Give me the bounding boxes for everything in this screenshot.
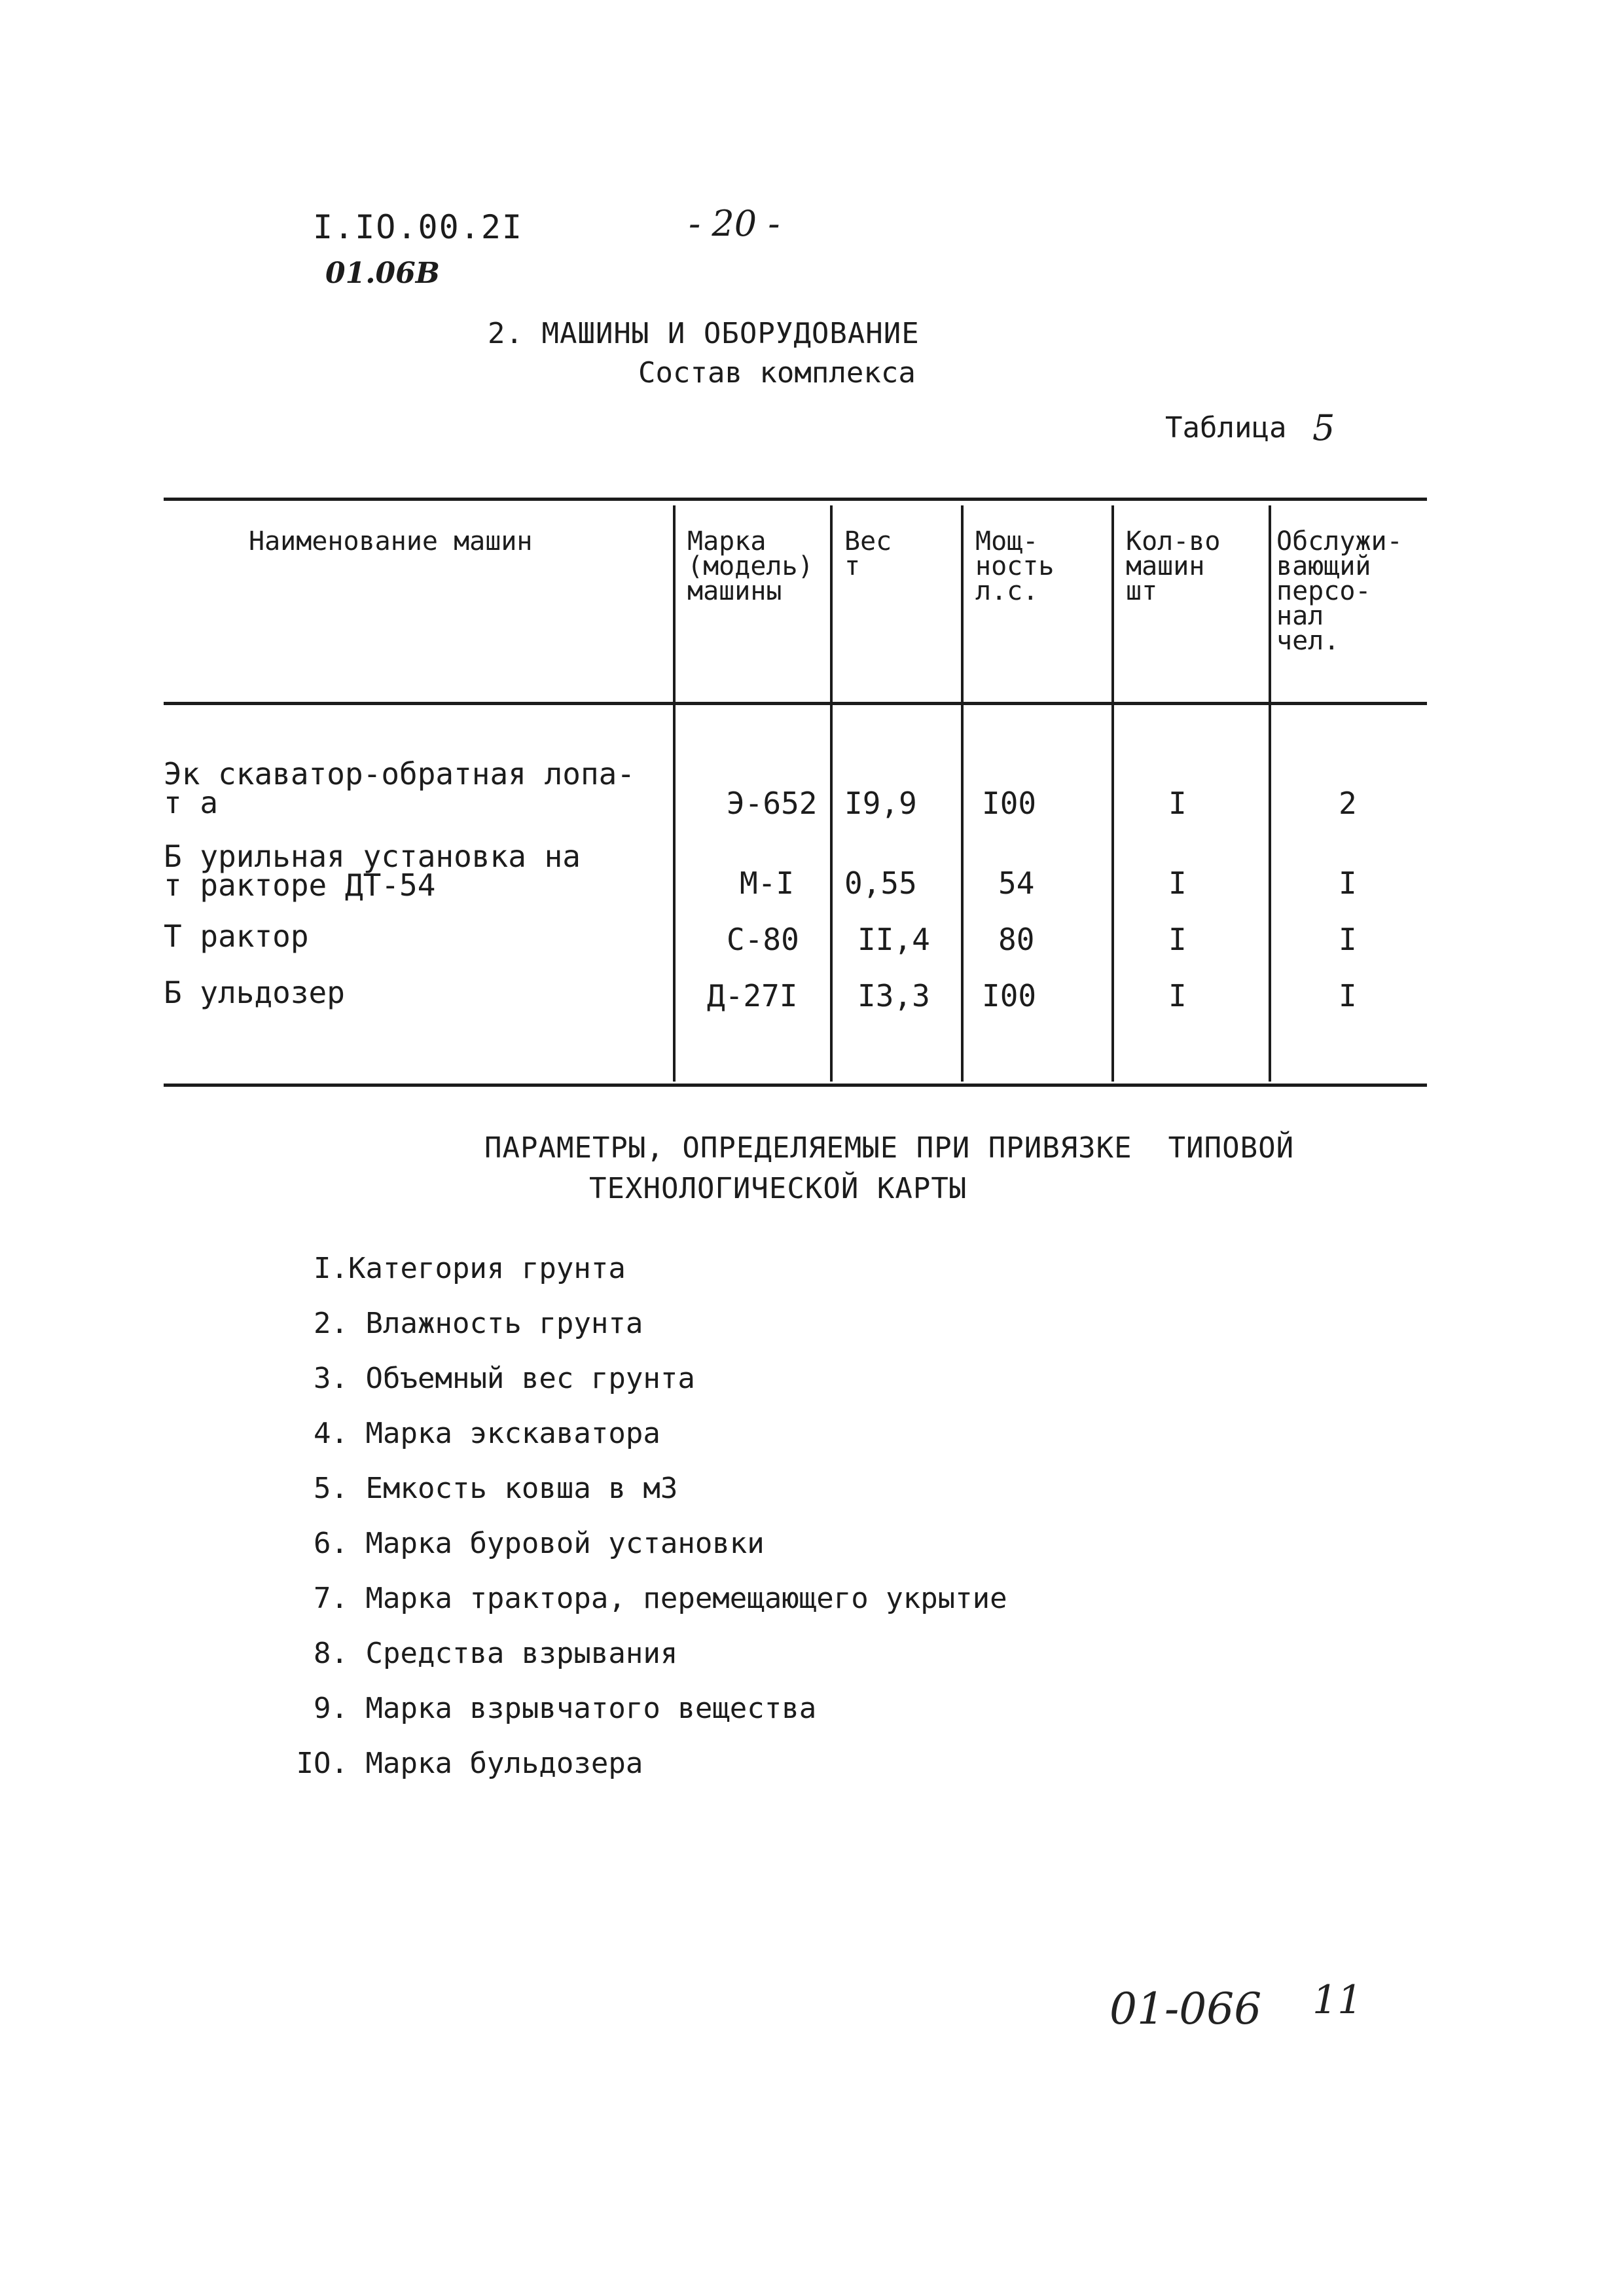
table-row-power: 54 — [998, 866, 1035, 901]
list-item-number: 8. — [314, 1637, 348, 1670]
column-divider — [673, 505, 676, 1082]
table-row-weight: II,4 — [857, 922, 930, 957]
header-count: Кол-во машин шт — [1126, 526, 1221, 606]
table-row-staff: I — [1339, 978, 1357, 1013]
list-item-text: Марка взрывчатого вещества — [365, 1692, 817, 1725]
column-divider — [961, 505, 964, 1082]
table-row-name: Эк скаватор-обратная лопа- т а — [164, 756, 636, 820]
list-item — [288, 1307, 643, 1340]
table-row-staff: 2 — [1339, 786, 1357, 821]
table-row-weight: I3,3 — [857, 978, 930, 1013]
params-title: ПАРАМЕТРЫ, ОПРЕДЕЛЯЕМЫЕ ПРИ ПРИВЯЗКЕ ТИПОВОЙ — [484, 1131, 1295, 1165]
header-machine-name: Наименование машин — [249, 526, 533, 556]
list-item-number: 3. — [314, 1362, 348, 1395]
list-item-text: Средства взрывания — [365, 1637, 678, 1670]
params-title-line2: ТЕХНОЛОГИЧЕСКОЙ КАРТЫ — [589, 1172, 967, 1205]
table-row-model: Э-652 — [727, 786, 818, 821]
header-model: Марка (модель) машины — [687, 526, 814, 606]
table-row-name: Б урильная установка на т ракторе ДТ-54 — [164, 839, 581, 903]
table-row-count: I — [1168, 866, 1187, 901]
list-item-number: 9. — [314, 1692, 348, 1725]
list-item — [288, 1527, 765, 1560]
table-row-power: I00 — [982, 978, 1037, 1013]
list-item-number: 2. — [314, 1307, 348, 1340]
table-row-count: I — [1168, 922, 1187, 957]
table-top-rule — [164, 498, 1427, 501]
table-label: Таблица — [1165, 411, 1287, 445]
list-item-text: Марка буровой установки — [365, 1527, 765, 1560]
header-staff: Обслужи- вающий персо- нал чел. — [1276, 526, 1403, 656]
list-item-text: Марка экскаватора — [365, 1417, 660, 1450]
footer-handwritten-code: 01-066 — [1110, 1984, 1262, 2034]
table-row-model: М-I — [740, 866, 795, 901]
list-item — [288, 1362, 695, 1395]
list-item-text: Категория грунта — [348, 1252, 626, 1285]
list-item — [288, 1692, 816, 1725]
table-row-weight: 0,55 — [844, 866, 917, 901]
list-item-text: Влажность грунта — [365, 1307, 643, 1340]
section-subtitle: Состав комплекса — [638, 356, 916, 390]
list-item-text: Марка бульдозера — [365, 1747, 643, 1780]
list-item-text: Объемный вес грунта — [365, 1362, 695, 1395]
list-item — [288, 1472, 677, 1505]
list-item-number: IO. — [296, 1747, 348, 1780]
list-item — [288, 1747, 643, 1780]
list-item — [288, 1417, 660, 1450]
list-item — [288, 1582, 1007, 1615]
table-row-name: Т рактор — [164, 919, 309, 954]
list-item-number: 4. — [314, 1417, 348, 1450]
table-header-rule — [164, 702, 1427, 705]
list-item — [288, 1637, 677, 1670]
list-item-number: 6. — [314, 1527, 348, 1560]
section-title: 2. МАШИНЫ И ОБОРУДОВАНИЕ — [488, 317, 920, 350]
table-row-model: Д-27I — [707, 978, 798, 1013]
list-item-number: I. — [314, 1252, 348, 1285]
column-divider — [830, 505, 833, 1082]
table-row-staff: I — [1339, 922, 1357, 957]
table-row-weight: I9,9 — [844, 786, 917, 821]
list-item-number: 5. — [314, 1472, 348, 1505]
page-number: - 20 - — [689, 203, 780, 244]
table-row-name: Б ульдозер — [164, 975, 345, 1010]
table-bottom-rule — [164, 1084, 1427, 1087]
list-item-text: Емкость ковша в м3 — [365, 1472, 678, 1505]
document-code: I.IO.00.2I — [313, 208, 524, 246]
table-row-power: 80 — [998, 922, 1035, 957]
handwritten-code: 01.06B — [325, 257, 440, 290]
machines-table — [164, 498, 1427, 1087]
table-row-power: I00 — [982, 786, 1037, 821]
column-divider — [1269, 505, 1271, 1082]
list-item — [288, 1252, 626, 1285]
table-row-count: I — [1168, 978, 1187, 1013]
footer-handwritten-mark: 11 — [1312, 1977, 1363, 2023]
table-row-model: С-80 — [727, 922, 799, 957]
column-divider — [1111, 505, 1114, 1082]
list-item-number: 7. — [314, 1582, 348, 1615]
header-weight: Вес т — [844, 526, 892, 581]
header-power: Мощ- ность л.с. — [975, 526, 1055, 606]
table-number: 5 — [1312, 407, 1335, 448]
table-row-count: I — [1168, 786, 1187, 821]
list-item-text: Марка трактора, перемещающего укрытие — [365, 1582, 1007, 1615]
table-row-staff: I — [1339, 866, 1357, 901]
